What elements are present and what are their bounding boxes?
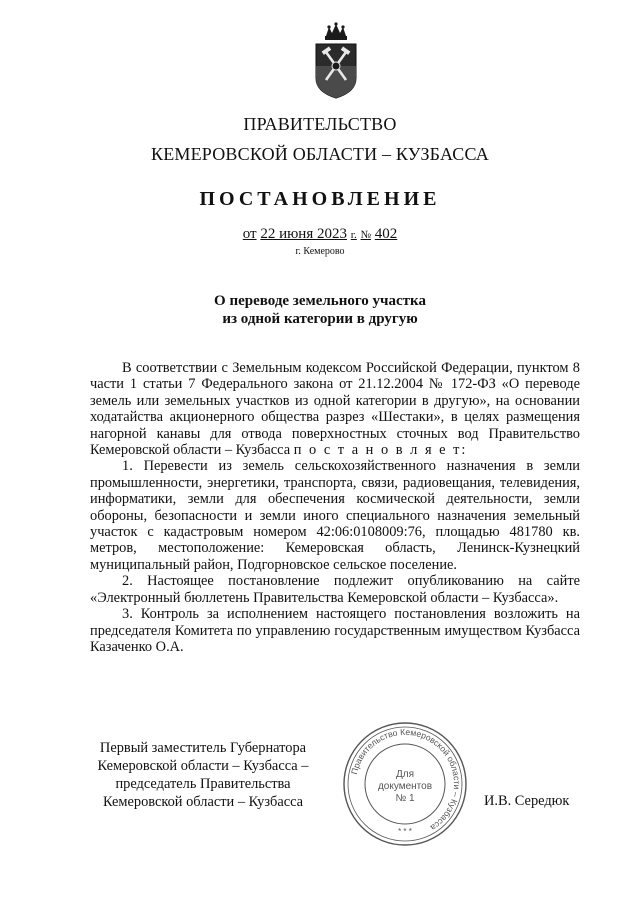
seal-stars: * * * [398,827,412,836]
organization-name-line-2: КЕМЕРОВСКОЙ ОБЛАСТИ – КУЗБАССА [151,144,489,164]
date-line [0,226,640,243]
signer-name: И.В. Середюк [484,793,570,809]
official-seal [341,720,469,848]
document-title-line-2: из одной категории в другую [222,311,418,327]
signatory-position [90,739,316,811]
city-name: г. Кемерово [295,246,345,257]
document-number: 402 [374,226,398,242]
signatory-line-1: Первый заместитель Губернатора [99,740,307,756]
seal-ring-text: Правительство Кемеровской области – Кузбасса [349,726,463,833]
document-date: 22 июня 2023 [260,226,347,242]
seal-center-line-2: документов [377,781,433,792]
signatory-line-3: председатель Правительства [115,776,291,792]
number-sign: № [360,229,372,241]
intro-paragraph [90,360,580,458]
item-2-paragraph: 2. Настоящее постановление подлежит опубликованию на сайте «Электронный бюллетень Правительства Кемеровской области – Кузбасса». [90,573,580,606]
seal-center-line-3: № 1 [395,793,415,804]
date-prefix: от [242,226,257,242]
item-3-paragraph: 3. Контроль за исполнением настоящего постановления возложить на председателя Комитета по управлению государственным имуществом Кузбасса Казаченко О.А. [90,606,580,655]
seal-center-line-1: Для [395,769,415,780]
organization-name-line-1: ПРАВИТЕЛЬСТВО [243,114,397,134]
resolves-word: п о с т а н о в л я е т: [293,442,468,459]
intro-text: В соответствии с Земельным кодексом Российской Федерации, пунктом 8 части 1 статьи 7 Федерального закона от 21.12.2004 № 172-ФЗ «О переводе земель или земельных участков из одной категории в другую», на основании ходатайства акционерного общества разрез «Шестаки», в целях размещения нагорной канавы для отвода поверхностных сточных вод Правительство Кемеровской области – Кузбасса [90,360,580,459]
document-type: ПОСТАНОВЛЕНИЕ [199,188,441,210]
signatory-line-4: Кемеровской области – Кузбасса [102,794,304,810]
signatory-line-2: Кемеровской области – Кузбасса – [97,758,309,774]
document-body [90,360,580,655]
item-1-paragraph: 1. Перевести из земель сельскохозяйственного назначения в земли промышленности, энергетики, транспорта, связи, радиовещания, телевидения, информатики, земли для обеспечения космической деятельности, земли обороны, безопасности и земли иного специального назначения земельный участок с кадастровым номером 42:06:0108009:76, площадью 481780 кв. метров, местоположение: Кемеровская область, Ленинск-Кузнецкий муниципальный район, Подгорновское сельское поселение. [90,458,580,573]
document-title-line-1: О переводе земельного участка [214,293,426,309]
year-suffix: г. [350,229,357,241]
coat-of-arms-icon [312,22,360,100]
